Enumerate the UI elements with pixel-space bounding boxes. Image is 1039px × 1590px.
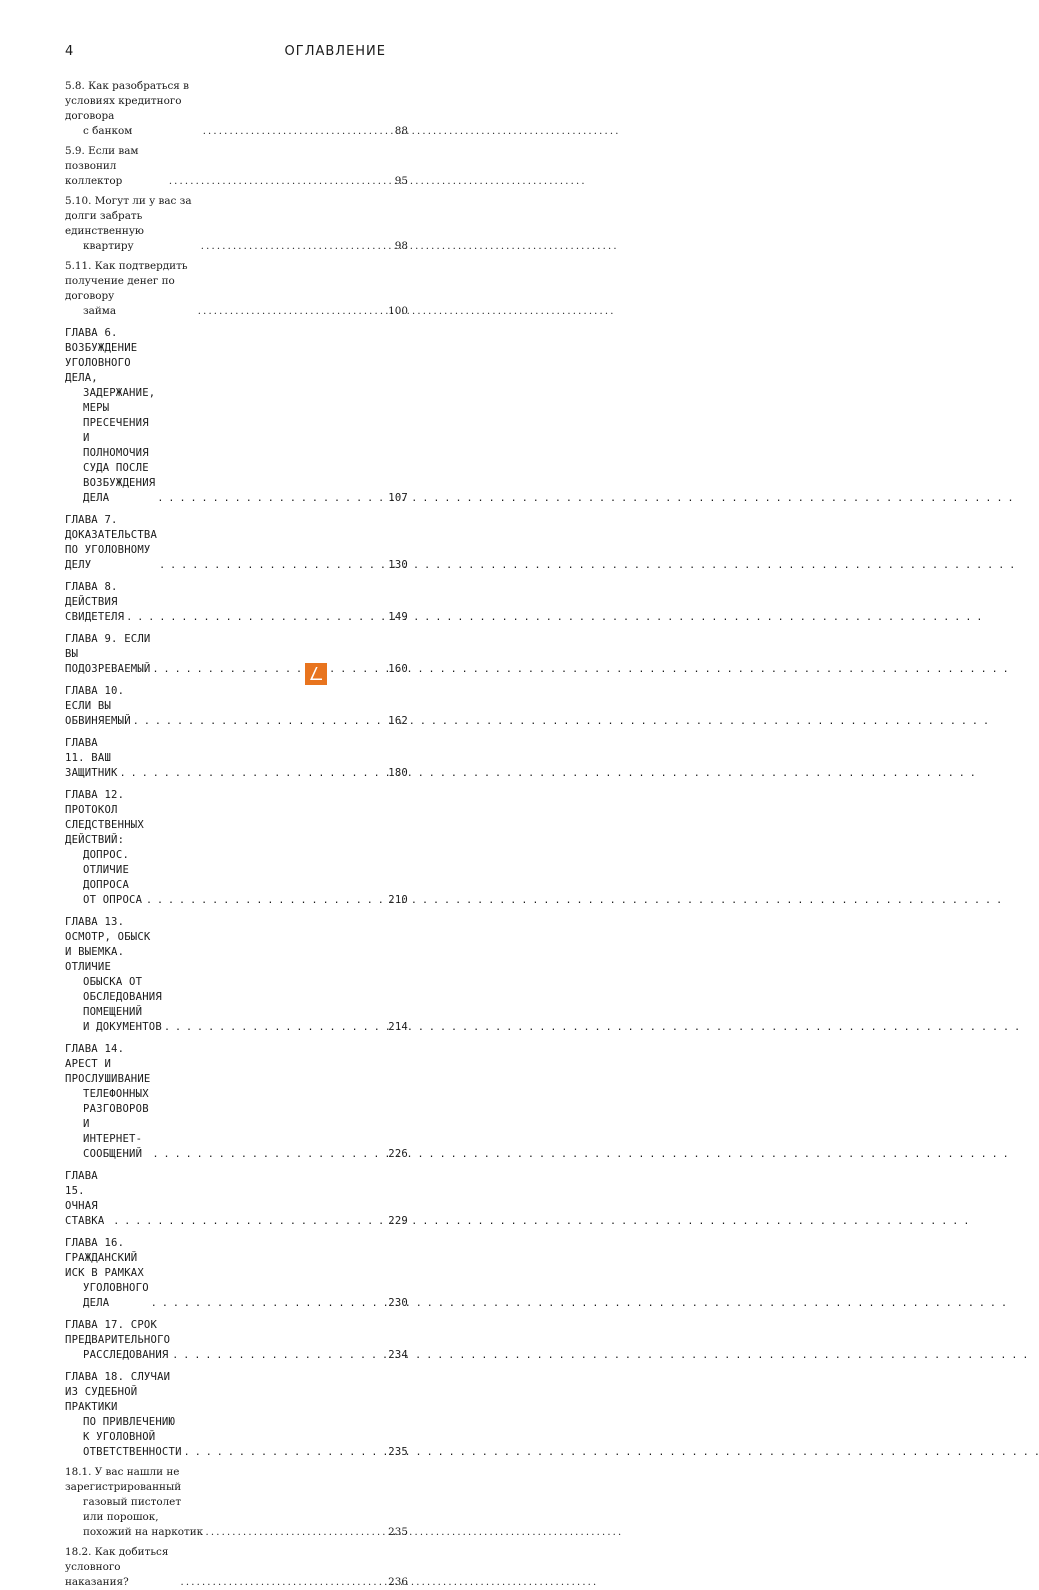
dot-leader bbox=[201, 239, 393, 254]
dot-leader bbox=[206, 1525, 387, 1540]
toc-chapter-entry bbox=[65, 1370, 408, 1460]
toc-entry-line: 18.2. Как добиться условного наказания? bbox=[65, 1546, 169, 1588]
toc-entry-title bbox=[65, 1169, 111, 1229]
toc-section-entry bbox=[65, 194, 408, 254]
toc-entry-line: ГЛАВА 8. ДЕЙСТВИЯ СВИДЕТЕЛЯ bbox=[65, 581, 125, 623]
toc-section-entry bbox=[65, 1545, 408, 1590]
dot-leader bbox=[153, 662, 387, 677]
dot-leader bbox=[153, 1147, 387, 1162]
toc-entry-line: 5.10. Могут ли у вас за долги забрать единственную bbox=[65, 195, 192, 237]
toc-chapter-entry bbox=[65, 632, 408, 677]
toc-page-number: 130 bbox=[388, 559, 408, 571]
toc-entry-line: ТЕЛЕФОННЫХ РАЗГОВОРОВ bbox=[83, 1088, 149, 1115]
toc-entry-line: ГЛАВА 7. ДОКАЗАТЕЛЬСТВА ПО УГОЛОВНОМУ ДЕЛУ bbox=[65, 514, 158, 571]
toc-page-number: 230 bbox=[388, 1297, 408, 1309]
toc-page-number: 98 bbox=[394, 240, 408, 252]
toc-entry-line: ОБЫСКА ОТ ОБСЛЕДОВАНИЯ ПОМЕЩЕНИЙ bbox=[83, 976, 162, 1018]
toc-entry-line: 5.9. Если вам позвонил коллектор bbox=[65, 145, 139, 187]
toc-page-number: 107 bbox=[388, 492, 408, 504]
toc-page-number: 88 bbox=[394, 125, 408, 137]
toc-chapter-entry bbox=[65, 915, 408, 1035]
toc-entry-line: ГЛАВА 15. ОЧНАЯ СТАВКА bbox=[65, 1170, 105, 1227]
toc-section-entry bbox=[65, 144, 408, 189]
dot-leader bbox=[184, 1445, 387, 1460]
toc-page-number: 160 bbox=[388, 663, 408, 675]
toc-page-number: 100 bbox=[388, 305, 408, 317]
toc-entry-title bbox=[65, 736, 118, 781]
toc-chapter-entry bbox=[65, 513, 408, 573]
toc-chapter-entry bbox=[65, 1236, 408, 1311]
toc-page-number: 95 bbox=[394, 175, 408, 187]
toc-chapter-entry bbox=[65, 1042, 408, 1162]
toc-page-number: 229 bbox=[388, 1215, 408, 1227]
toc-entry-line: ГЛАВА 6. ВОЗБУЖДЕНИЕ УГОЛОВНОГО ДЕЛА, bbox=[65, 327, 138, 384]
toc-entry-line: ГЛАВА 10. ЕСЛИ ВЫ ОБВИНЯЕМЫЙ bbox=[65, 685, 131, 727]
toc-entry-title bbox=[65, 144, 167, 189]
dot-leader bbox=[172, 1348, 386, 1363]
toc-section-entry bbox=[65, 259, 408, 319]
table-of-contents bbox=[65, 79, 408, 1590]
toc-page-number: 149 bbox=[388, 611, 408, 623]
toc-entry-title bbox=[65, 1545, 179, 1590]
toc-entry-title bbox=[65, 1318, 170, 1363]
toc-entry-title bbox=[65, 788, 144, 908]
toc-entry-line: УГОЛОВНОГО ДЕЛА bbox=[83, 1282, 149, 1309]
toc-chapter-entry bbox=[65, 326, 408, 506]
page-header bbox=[65, 44, 386, 59]
toc-page-number: 162 bbox=[388, 715, 408, 727]
toc-entry-title bbox=[65, 513, 157, 573]
dot-leader bbox=[113, 1214, 386, 1229]
toc-chapter-entry bbox=[65, 684, 408, 729]
toc-entry-line: И ДОКУМЕНТОВ bbox=[83, 1021, 162, 1033]
dot-leader bbox=[146, 893, 386, 908]
toc-entry-title bbox=[65, 580, 124, 625]
toc-entry-line: ГЛАВА 13. ОСМОТР, ОБЫСК И ВЫЕМКА. ОТЛИЧИЕ bbox=[65, 916, 151, 973]
toc-entry-line: ОТВЕТСТВЕННОСТИ bbox=[83, 1446, 182, 1458]
toc-page-number: 235 bbox=[388, 1446, 408, 1458]
toc-entry-line: ЗАДЕРЖАНИЕ, МЕРЫ ПРЕСЕЧЕНИЯ И ПОЛНОМОЧИЯ bbox=[83, 387, 156, 459]
dot-leader bbox=[120, 766, 387, 781]
dot-leader bbox=[133, 714, 386, 729]
dot-leader bbox=[151, 1296, 386, 1311]
toc-entry-title bbox=[65, 79, 201, 139]
toc-entry-line: 18.1. У вас нашли не зарегистрированный bbox=[65, 1466, 182, 1493]
dot-leader bbox=[126, 610, 386, 625]
dot-leader bbox=[203, 124, 393, 139]
toc-page-number: 214 bbox=[388, 1021, 408, 1033]
toc-entry-line: ГЛАВА 14. АРЕСТ И ПРОСЛУШИВАНИЕ bbox=[65, 1043, 151, 1085]
toc-entry-line: с банком bbox=[83, 125, 133, 137]
dot-leader bbox=[169, 174, 393, 189]
toc-entry-line: 5.11. Как подтвердить получение денег по договору bbox=[65, 260, 188, 302]
toc-entry-line: ГЛАВА 18. СЛУЧАИ ИЗ СУДЕБНОЙ ПРАКТИКИ bbox=[65, 1371, 171, 1413]
toc-page-number: 210 bbox=[388, 894, 408, 906]
dot-leader bbox=[164, 1020, 386, 1035]
toc-entry-line: займа bbox=[83, 305, 117, 317]
toc-chapter-entry bbox=[65, 736, 408, 781]
toc-entry-title bbox=[65, 1465, 204, 1540]
publisher-logo-icon bbox=[305, 663, 327, 685]
toc-section-entry bbox=[65, 79, 408, 139]
toc-chapter-entry bbox=[65, 1318, 408, 1363]
toc-chapter-entry bbox=[65, 580, 408, 625]
toc-entry-title bbox=[65, 194, 199, 254]
toc-entry-line: ГЛАВА 16. ГРАЖДАНСКИЙ ИСК В РАМКАХ bbox=[65, 1237, 144, 1279]
toc-entry-line: СУДА ПОСЛЕ ВОЗБУЖДЕНИЯ ДЕЛА bbox=[83, 462, 156, 504]
dot-leader bbox=[198, 304, 386, 319]
toc-entry-title bbox=[65, 632, 151, 677]
toc-entry-title bbox=[65, 1370, 182, 1460]
toc-entry-line: И ИНТЕРНЕТ-СООБЩЕНИЙ bbox=[83, 1118, 143, 1160]
dot-leader bbox=[181, 1575, 387, 1590]
toc-entry-title bbox=[65, 259, 196, 319]
toc-entry-line: ГЛАВА 11. ВАШ ЗАЩИТНИК bbox=[65, 737, 118, 779]
toc-chapter-entry bbox=[65, 788, 408, 908]
toc-entry-line: ГЛАВА 9. ЕСЛИ ВЫ ПОДОЗРЕВАЕМЫЙ bbox=[65, 633, 151, 675]
toc-section-entry bbox=[65, 1465, 408, 1540]
toc-entry-title bbox=[65, 684, 131, 729]
toc-entry-title bbox=[65, 1236, 149, 1311]
dot-leader bbox=[157, 491, 386, 506]
toc-entry-line: газовый пистолет или порошок, похожий на наркотик bbox=[83, 1496, 204, 1538]
dot-leader bbox=[159, 558, 386, 573]
toc-page-number: 235 bbox=[388, 1526, 408, 1538]
toc-page-number: 236 bbox=[388, 1576, 408, 1588]
toc-chapter-entry bbox=[65, 1169, 408, 1229]
toc-entry-title bbox=[65, 915, 162, 1035]
toc-entry-line: ГЛАВА 12. ПРОТОКОЛ СЛЕДСТВЕННЫХ ДЕЙСТВИЙ: bbox=[65, 789, 144, 846]
toc-entry-line: ДОПРОС. ОТЛИЧИЕ ДОПРОСА ОТ ОПРОСА bbox=[83, 849, 143, 906]
toc-page-number: 226 bbox=[388, 1148, 408, 1160]
toc-entry-title bbox=[65, 326, 155, 506]
page-number: 4 bbox=[65, 44, 75, 59]
toc-page-number: 234 bbox=[388, 1349, 408, 1361]
running-title: ОГЛАВЛЕНИЕ bbox=[284, 44, 386, 59]
toc-entry-line: ПО ПРИВЛЕЧЕНИЮ К УГОЛОВНОЙ bbox=[83, 1416, 176, 1443]
toc-entry-line: квартиру bbox=[83, 240, 134, 252]
toc-entry-line: ГЛАВА 17. СРОК ПРЕДВАРИТЕЛЬНОГО bbox=[65, 1319, 171, 1346]
toc-entry-line: 5.8. Как разобраться в условиях кредитного договора bbox=[65, 80, 189, 122]
toc-page-number: 180 bbox=[388, 767, 408, 779]
toc-entry-line: РАССЛЕДОВАНИЯ bbox=[83, 1349, 169, 1361]
toc-entry-title bbox=[65, 1042, 151, 1162]
